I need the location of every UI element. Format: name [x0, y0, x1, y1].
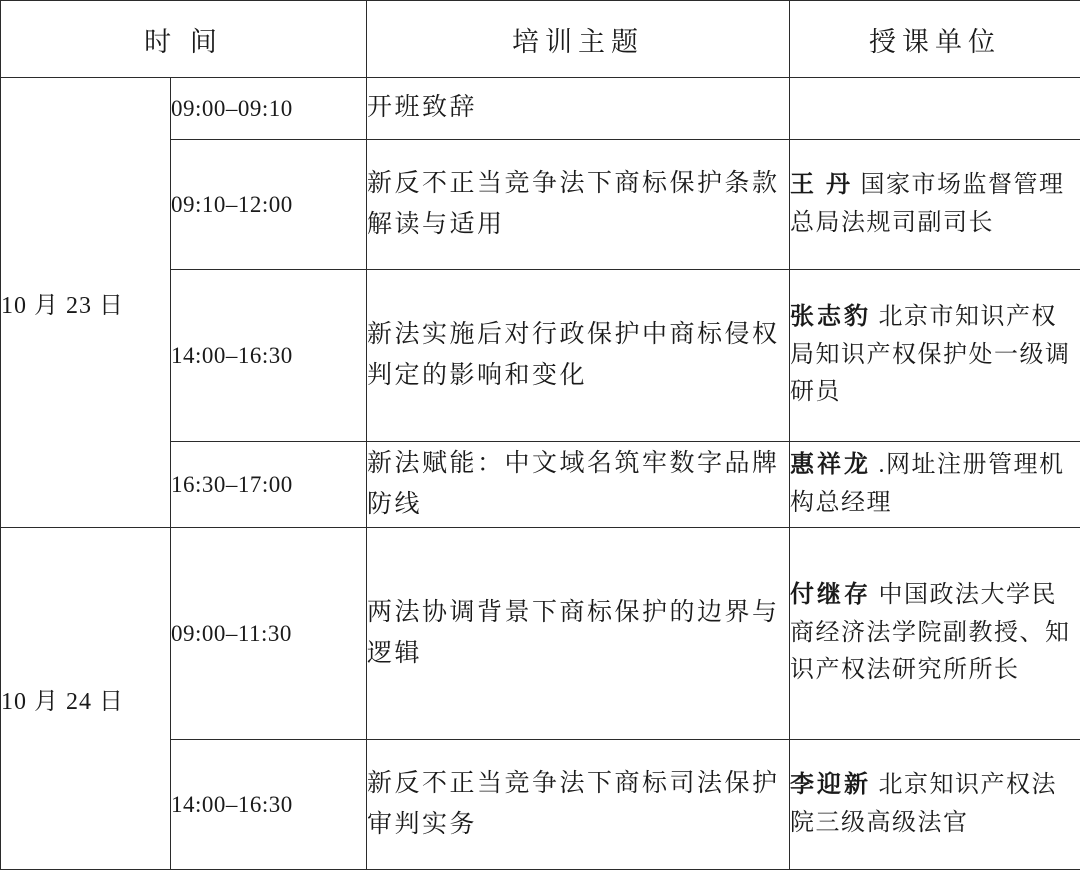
column-header-unit: 授课单位: [790, 1, 1080, 78]
unit-cell: [790, 270, 1080, 442]
table-header-row: [1, 1, 1080, 78]
time-cell: 14:00–16:30: [171, 270, 367, 442]
unit-cell: [790, 442, 1080, 528]
topic-cell: 新法赋能：中文域名筑牢数字品牌防线: [367, 442, 790, 528]
day-label-cell: 10 月 23 日: [1, 78, 171, 528]
lecturer-name: 惠祥龙: [790, 452, 871, 478]
lecturer-affiliation: 北京市知识产权局知识产权保护处一级调研员: [790, 304, 1071, 406]
unit-cell: [790, 140, 1080, 270]
time-cell: 14:00–16:30: [171, 740, 367, 870]
topic-cell: 新反不正当竞争法下商标保护条款解读与适用: [367, 140, 790, 270]
time-cell: 09:10–12:00: [171, 140, 367, 270]
lecturer-name: 李迎新: [790, 772, 871, 798]
lecturer-name: 王 丹: [790, 172, 853, 198]
lecturer-affiliation: .网址注册管理机构总经理: [790, 452, 1065, 516]
lecturer-affiliation: 中国政法大学民商经济法学院副教授、知识产权法研究所所长: [790, 582, 1071, 684]
topic-cell: 两法协调背景下商标保护的边界与逻辑: [367, 528, 790, 740]
lecturer-affiliation: 国家市场监督管理总局法规司副司长: [790, 172, 1065, 236]
time-cell: 16:30–17:00: [171, 442, 367, 528]
unit-cell: [790, 740, 1080, 870]
lecturer-name: 张志豹: [790, 304, 871, 330]
lecturer-name: 付继存: [790, 582, 871, 608]
topic-cell: 新反不正当竞争法下商标司法保护审判实务: [367, 740, 790, 870]
topic-cell: 开班致辞: [367, 78, 790, 140]
time-cell: 09:00–09:10: [171, 78, 367, 140]
day-label-cell: 10 月 24 日: [1, 528, 171, 870]
unit-cell: [790, 78, 1080, 140]
table-row: [1, 528, 1080, 740]
unit-cell: [790, 528, 1080, 740]
time-cell: 09:00–11:30: [171, 528, 367, 740]
column-header-time: 时 间: [1, 1, 367, 78]
lecturer-affiliation: 北京知识产权法院三级高级法官: [790, 772, 1057, 836]
column-header-topic: 培训主题: [367, 1, 790, 78]
table-row: [1, 78, 1080, 140]
topic-cell: 新法实施后对行政保护中商标侵权判定的影响和变化: [367, 270, 790, 442]
